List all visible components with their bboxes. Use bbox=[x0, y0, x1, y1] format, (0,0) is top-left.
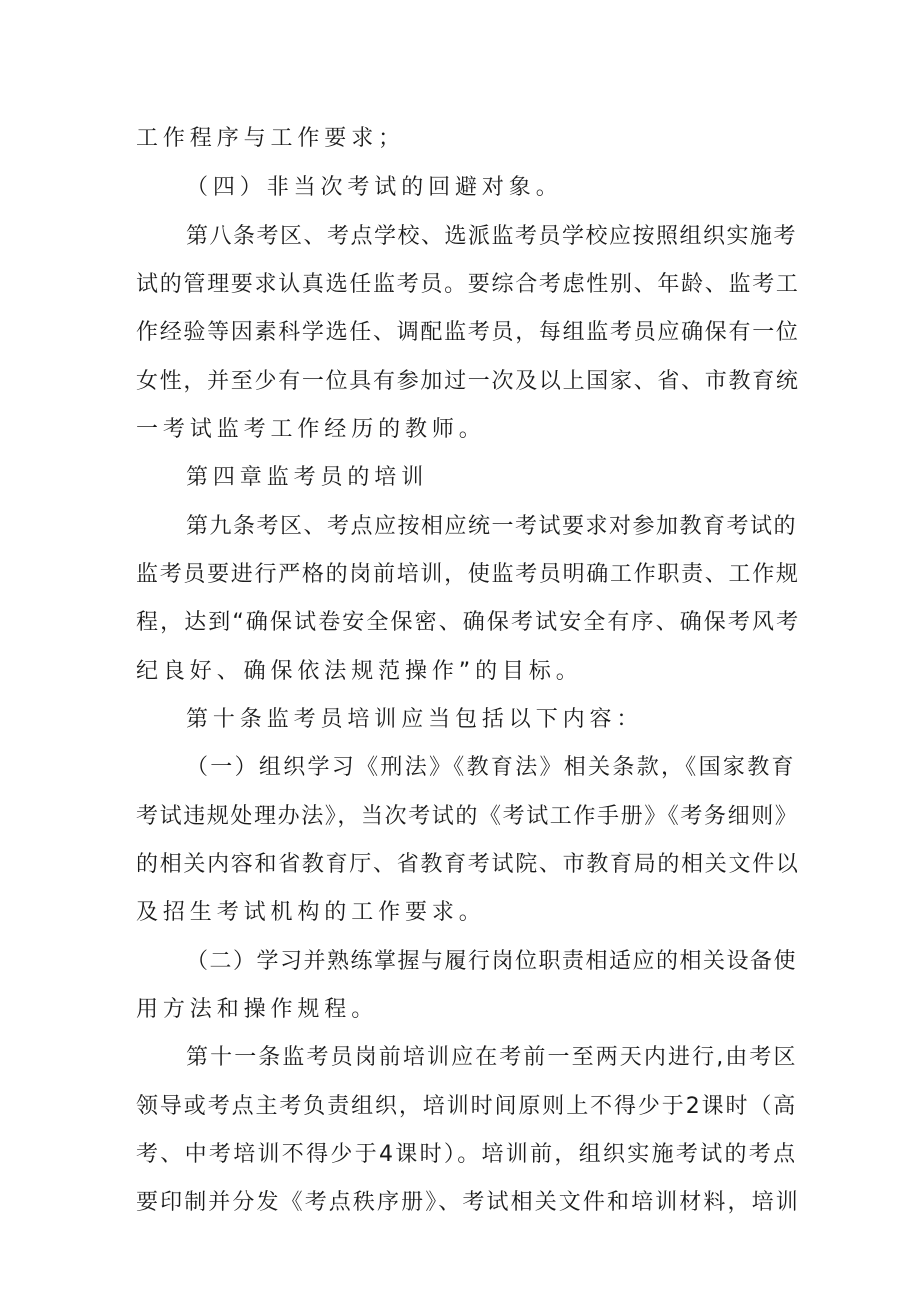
text-line-13: 第十条监考员培训应当包括以下内容： bbox=[186, 707, 644, 732]
text-line-17: 及招生考试机构的工作要求。 bbox=[136, 900, 486, 925]
text-line-10: 监考员要进行严格的岗前培训，使监考员明确工作职责、工作规 bbox=[136, 562, 800, 587]
text-line-19: 用方法和操作规程。 bbox=[136, 997, 379, 1022]
text-line-16: 的相关内容和省教育厅、省教育考试院、市教育局的相关文件以 bbox=[136, 852, 800, 877]
text-line-6: 女性，并至少有一位具有参加过一次及以上国家、省、市教育统 bbox=[136, 369, 800, 394]
text-line-22: 考、中考培训不得少于4课时）。培训前，组织实施考试的考点 bbox=[136, 1142, 798, 1167]
text-line-15: 考试违规处理办法》，当次考试的《考试工作手册》《考务细则》 bbox=[136, 804, 799, 829]
text-line-11: 程，达到“确保试卷安全保密、确保考试安全有序、确保考风考 bbox=[136, 610, 801, 635]
text-line-23: 要印制并分发《考点秩序册》、考试相关文件和培训材料，培训 bbox=[136, 1190, 800, 1215]
text-line-20: 第十一条监考员岗前培训应在考前一至两天内进行,由考区 bbox=[186, 1045, 798, 1070]
text-line-12: 纪良好、确保依法规范操作”的目标。 bbox=[136, 659, 583, 684]
text-line-7: 一考试监考工作经历的教师。 bbox=[136, 417, 486, 442]
text-line-18: （二）学习并熟练掌握与履行岗位职责相适应的相关设备使 bbox=[186, 949, 798, 974]
text-line-9: 第九条考区、考点应按相应统一考试要求对参加教育考试的 bbox=[186, 514, 798, 539]
chapter-heading: 第四章监考员的培训 bbox=[186, 465, 429, 490]
text-line-1: 工作程序与工作要求； bbox=[136, 126, 406, 151]
text-line-3: 第八条考区、考点学校、选派监考员学校应按照组织实施考 bbox=[186, 224, 798, 249]
text-line-21: 领导或考点主考负责组织，培训时间原则上不得少于2课时（高 bbox=[136, 1094, 798, 1119]
text-line-2: （四）非当次考试的回避对象。 bbox=[186, 175, 563, 200]
text-line-14: （一）组织学习《刑法》《教育法》相关条款，《国家教育 bbox=[186, 755, 796, 780]
text-line-5: 作经验等因素科学选任、调配监考员，每组监考员应确保有一位 bbox=[136, 320, 800, 345]
text-line-4: 试的管理要求认真选任监考员。要综合考虑性别、年龄、监考工 bbox=[136, 272, 800, 297]
